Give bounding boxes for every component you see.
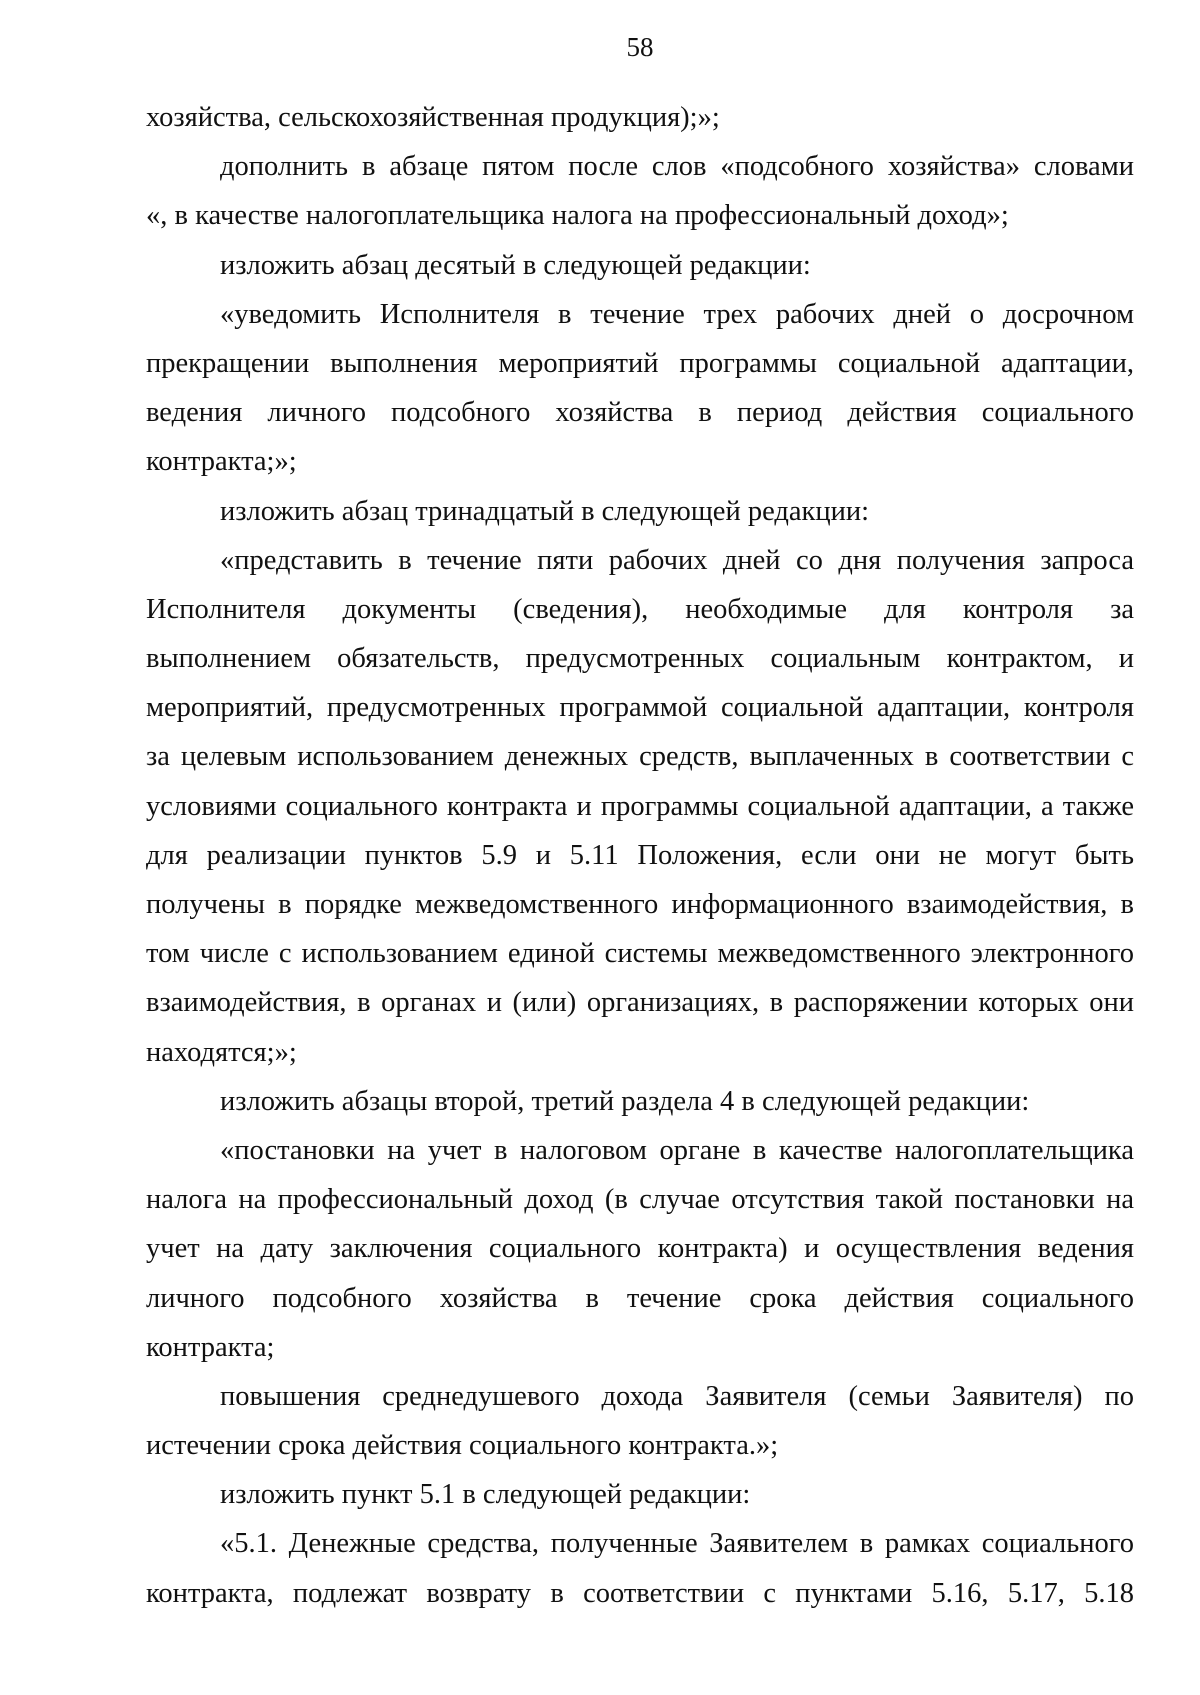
text-line: «, в качестве налогоплательщика налога на профессиональный доход»; — [146, 200, 1009, 232]
document-body — [146, 93, 1134, 1618]
text-line: Исполнителя документы (сведения), необходимые для контроля за — [146, 593, 1134, 625]
text-line: контракта, подлежат возврату в соответствии с пунктами 5.16, 5.17, 5.18 — [146, 1577, 1134, 1609]
text-line: «5.1. Денежные средства, полученные Заявителем в рамках социального — [220, 1528, 1134, 1560]
text-line: хозяйства, сельскохозяйственная продукция);»; — [146, 102, 720, 133]
text-line: изложить абзац тринадцатый в следующей редакции: — [220, 495, 870, 527]
text-line: ведения личного подсобного хозяйства в период действия социального — [146, 397, 1134, 429]
text-line: выполнением обязательств, предусмотренных социальным контрактом, и — [146, 643, 1134, 675]
text-line: истечении срока действия социального контракта.»; — [146, 1430, 779, 1462]
text-line: изложить пункт 5.1 в следующей редакции: — [220, 1479, 751, 1511]
text-line: дополнить в абзаце пятом после слов «подсобного хозяйства» словами — [220, 151, 1134, 183]
text-line: личного подсобного хозяйства в течение срока действия социального — [146, 1282, 1134, 1314]
text-line: том числе с использованием единой системы межведомственного электронного — [146, 938, 1134, 970]
text-line: за целевым использованием денежных средств, выплаченных в соответствии с — [146, 741, 1134, 773]
text-line: получены в порядке межведомственного информационного взаимодействия, в — [146, 889, 1134, 920]
text-line: изложить абзацы второй, третий раздела 4 в следующей редакции: — [220, 1085, 1030, 1117]
text-line: «уведомить Исполнителя в течение трех рабочих дней о досрочном — [220, 298, 1134, 330]
text-line: для реализации пунктов 5.9 и 5.11 Положения, если они не могут быть — [146, 839, 1134, 871]
text-line: контракта;»; — [146, 446, 297, 478]
text-line: условиями социального контракта и программы социальной адаптации, а также — [146, 790, 1134, 822]
text-line: мероприятий, предусмотренных программой социальной адаптации, контроля — [146, 692, 1134, 724]
page-number: 58 — [626, 32, 654, 62]
text-line: изложить абзац десятый в следующей редакции: — [220, 249, 811, 281]
text-line: контракта; — [146, 1331, 275, 1363]
text-line: «постановки на учет в налоговом органе в качестве налогоплательщика — [220, 1134, 1134, 1166]
text-line: прекращении выполнения мероприятий программы социальной адаптации, — [146, 347, 1134, 379]
text-line: повышения среднедушевого дохода Заявителя (семьи Заявителя) по — [220, 1380, 1134, 1412]
text-line: налога на профессиональный доход (в случае отсутствия такой постановки на — [146, 1184, 1134, 1216]
text-line: учет на дату заключения социального контракта) и осуществления ведения — [146, 1233, 1134, 1265]
text-line: находятся;»; — [146, 1036, 297, 1068]
text-line: «представить в течение пяти рабочих дней со дня получения запроса — [220, 544, 1134, 576]
text-line: взаимодействия, в органах и (или) организациях, в распоряжении которых они — [146, 987, 1134, 1019]
